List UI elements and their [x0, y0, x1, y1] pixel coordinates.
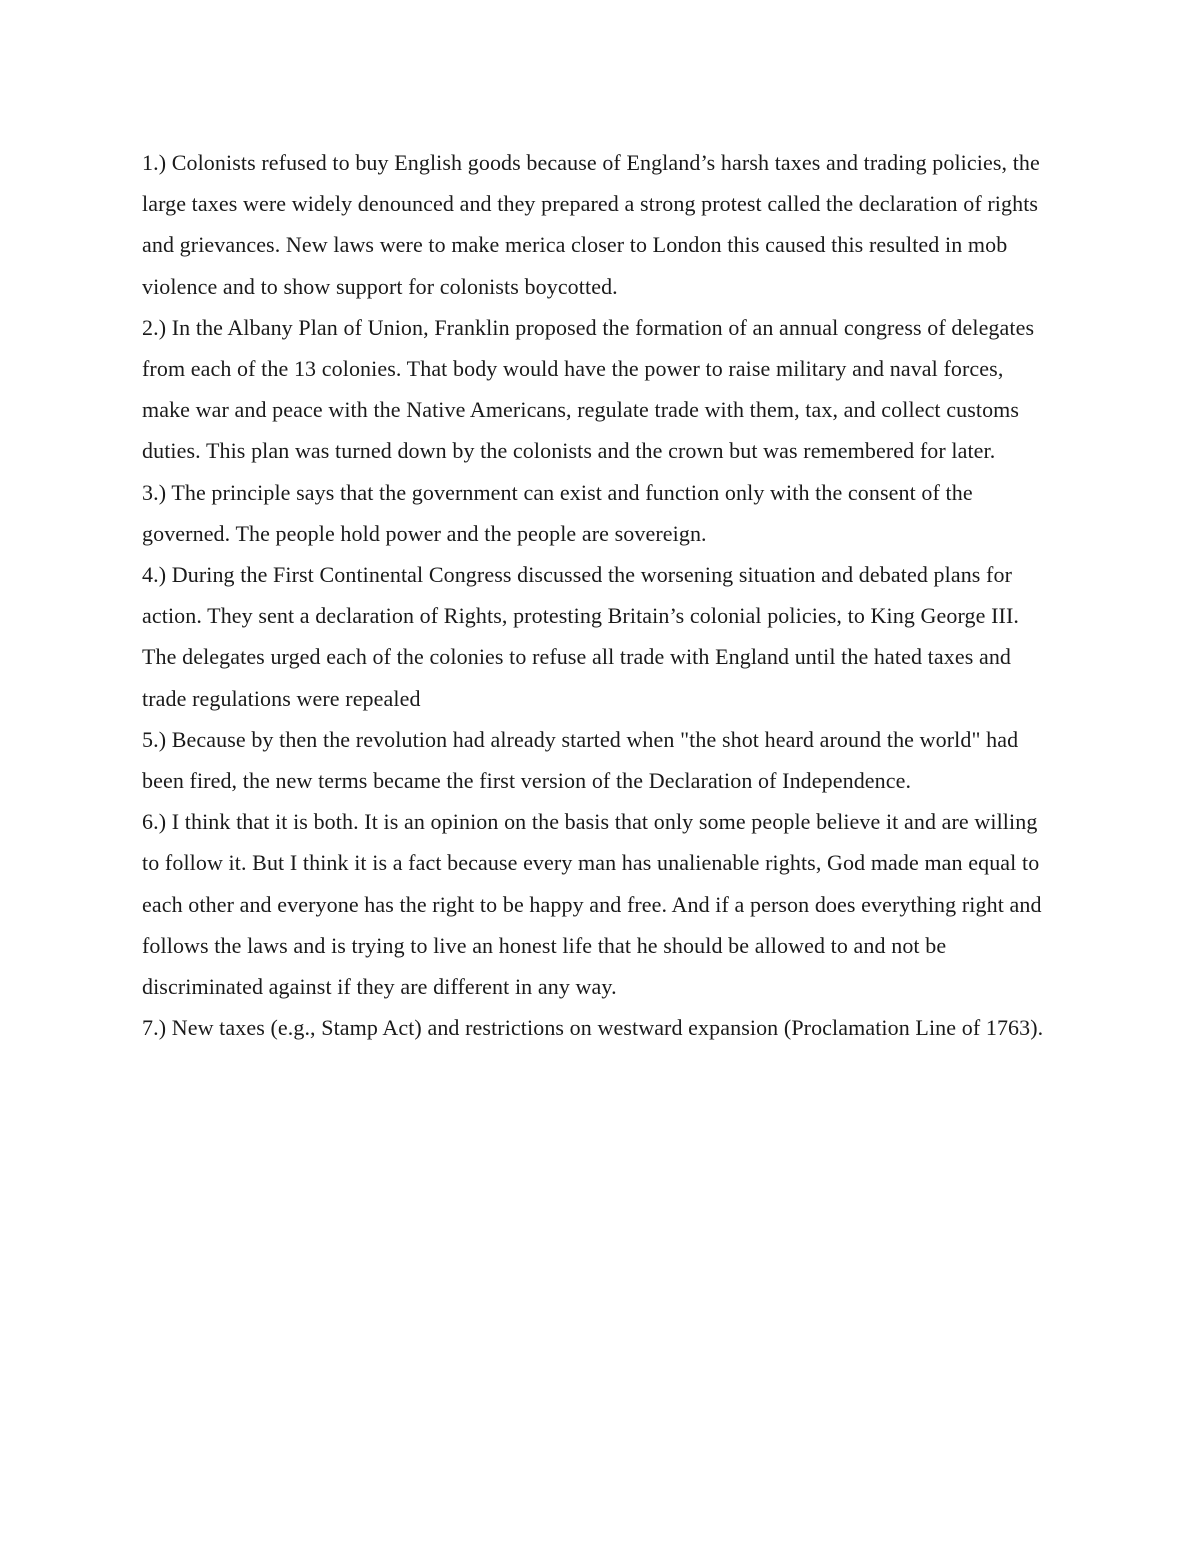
- answer-6: 6.) I think that it is both. It is an opinion on the basis that only some people believe it and are willing to follow it. But I think it is a fact because every man has unalienable rights, God made man equal to each other and everyone has the right to be happy and free. And if a person does everything right and follows the laws and is trying to live an honest life that he should be allowed to and not be discriminated against if they are different in any way.: [142, 809, 1042, 1000]
- answer-list: [142, 142, 1054, 1048]
- answer-2: 2.) In the Albany Plan of Union, Franklin proposed the formation of an annual congress of delegates from each of the 13 colonies. That body would have the power to raise military and naval forces, make war and peace with the Native Americans, regulate trade with them, tax, and collect customs duties. This plan was turned down by the colonists and the crown but was remembered for later.: [142, 314, 1035, 464]
- answer-1: 1.) Colonists refused to buy English goods because of England’s harsh taxes and trading policies, the large taxes were widely denounced and they prepared a strong protest called the declaration of rights and grievances. New laws were to make merica closer to London this caused this resulted in mob violence and to show support for colonists boycotted.: [142, 150, 1040, 299]
- answer-5: 5.) Because by then the revolution had already started when "the shot heard around the world" had been fired, the new terms became the first version of the Declaration of Independence.: [142, 726, 1019, 794]
- answer-4: 4.) During the First Continental Congress discussed the worsening situation and debated plans for action. They sent a declaration of Rights, protesting Britain’s colonial policies, to King George III. The delegates urged each of the colonies to refuse all trade with England until the hated taxes and trade regulations were repealed: [142, 562, 1019, 711]
- answer-3: 3.) The principle says that the government can exist and function only with the consent of the governed. The people hold power and the people are sovereign.: [142, 479, 973, 546]
- answer-7: 7.) New taxes (e.g., Stamp Act) and restrictions on westward expansion (Proclamation Line of 1763).: [142, 1015, 1044, 1041]
